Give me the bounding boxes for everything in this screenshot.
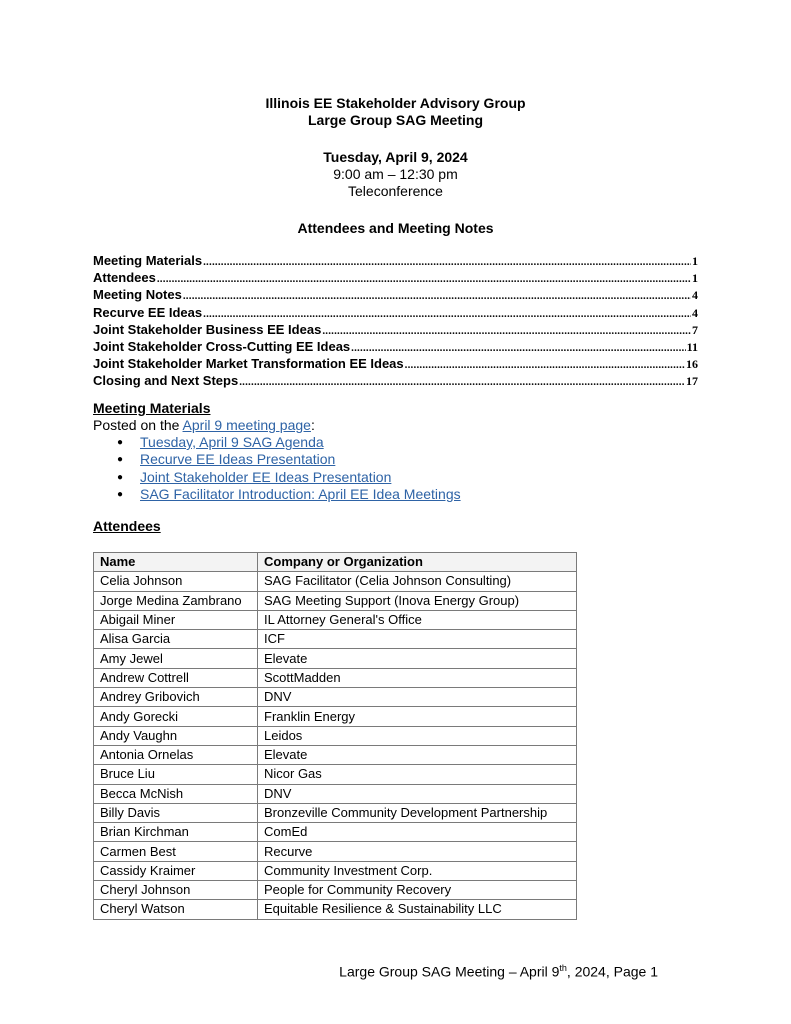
toc-entry-page: 4 [692,288,698,303]
toc-leader-dots [239,374,685,389]
bullet-icon: ● [117,454,124,466]
column-header-organization: Company or Organization [258,553,577,572]
attendee-organization: Bronzeville Community Development Partnership [258,803,577,822]
table-row [94,881,577,900]
toc-leader-dots [203,306,691,321]
attendee-name: Cheryl Watson [94,900,258,919]
materials-list-item [93,434,461,451]
bullet-icon: ● [117,488,124,500]
attendee-name: Becca McNish [94,784,258,803]
attendee-name: Antonia Ornelas [94,745,258,764]
column-header-name: Name [94,553,258,572]
material-link[interactable]: Tuesday, April 9 SAG Agenda [140,434,324,450]
material-link[interactable]: Recurve EE Ideas Presentation [140,451,336,468]
toc-entry-title: Joint Stakeholder Market Transformation EE Ideas [93,356,404,372]
attendee-name: Cheryl Johnson [94,881,258,900]
toc-entry[interactable] [93,286,698,303]
materials-list-item [93,469,461,486]
bullet-icon: ● [117,437,124,448]
table-row [94,668,577,687]
posted-prefix: Posted on the [93,417,183,433]
meeting-materials-heading: Meeting Materials [93,400,211,416]
attendee-organization: ScottMadden [258,668,577,687]
table-row [94,591,577,610]
posted-suffix: : [310,417,315,433]
attendees-table [93,552,577,920]
toc-leader-dots [405,357,685,372]
table-of-contents [93,252,698,390]
attendee-organization: Elevate [258,649,577,668]
toc-entry-title: Meeting Notes [93,287,182,303]
toc-leader-dots [203,254,691,269]
attendee-organization: Equitable Resilience & Sustainability LLC [258,900,577,919]
bullet-icon: ● [117,471,124,483]
attendee-name: Alisa Garcia [94,630,258,649]
toc-entry[interactable] [93,304,698,321]
meeting-details [0,149,791,200]
toc-leader-dots [351,340,686,355]
table-row [94,842,577,861]
posted-on-line [93,417,315,434]
materials-list [93,434,461,503]
toc-leader-dots [183,288,691,303]
toc-entry[interactable] [93,372,698,389]
attendee-organization: ICF [258,630,577,649]
org-title: Illinois EE Stakeholder Advisory Group [265,95,526,111]
toc-entry-title: Joint Stakeholder Business EE Ideas [93,321,322,337]
attendee-organization: Elevate [258,745,577,764]
materials-list-item [93,451,461,468]
table-row [94,688,577,707]
attendee-name: Carmen Best [94,842,258,861]
document-header [0,95,791,129]
attendee-name: Amy Jewel [94,649,258,668]
toc-entry-title: Closing and Next Steps [93,373,239,389]
meeting-title: Large Group SAG Meeting [307,112,483,128]
attendee-name: Brian Kirchman [94,823,258,842]
attendee-name: Abigail Miner [94,610,258,629]
table-row [94,861,577,880]
table-row [94,784,577,803]
material-link[interactable]: Joint Stakeholder EE Ideas Presentation [140,468,392,485]
meeting-date: Tuesday, April 9, 2024 [323,149,468,165]
toc-entry-page: 1 [692,271,698,286]
toc-entry-page: 11 [686,339,698,354]
attendee-organization: Nicor Gas [258,765,577,784]
attendee-organization: Leidos [258,726,577,745]
toc-entry-page: 4 [692,305,698,320]
meeting-page-link[interactable]: April 9 meeting page [182,417,311,433]
meeting-location: Teleconference [348,183,443,199]
attendee-name: Andrey Gribovich [94,688,258,707]
table-row [94,726,577,745]
toc-entry-title: Attendees [93,270,156,286]
table-row [94,823,577,842]
toc-entry[interactable] [93,338,698,355]
footer-prefix: Large Group SAG Meeting – April 9 [339,963,560,980]
footer-superscript: th [559,963,567,973]
attendee-name: Bruce Liu [94,765,258,784]
table-row [94,900,577,919]
toc-entry-title: Meeting Materials [93,253,203,268]
table-row [94,610,577,629]
table-row [94,803,577,822]
table-header-row [94,553,577,572]
toc-entry-page: 1 [692,254,698,268]
table-row [94,630,577,649]
attendee-name: Andrew Cottrell [94,668,258,687]
attendee-organization: SAG Meeting Support (Inova Energy Group) [258,591,577,610]
toc-entry[interactable] [93,269,698,286]
material-link[interactable]: SAG Facilitator Introduction: April EE Idea Meetings [140,485,461,502]
attendee-name: Cassidy Kraimer [94,861,258,880]
attendees-heading: Attendees [93,518,161,534]
attendee-organization: Franklin Energy [258,707,577,726]
toc-entry-page: 16 [686,357,698,372]
attendee-organization: Community Investment Corp. [258,861,577,880]
toc-entry-page: 7 [692,322,698,337]
attendee-organization: DNV [258,688,577,707]
attendee-organization: DNV [258,784,577,803]
attendee-name: Andy Vaughn [94,726,258,745]
table-row [94,649,577,668]
toc-leader-dots [157,271,691,286]
table-row [94,765,577,784]
footer-suffix: , 2024, Page 1 [566,963,658,980]
attendee-organization: IL Attorney General's Office [258,610,577,629]
toc-entry-title: Joint Stakeholder Cross-Cutting EE Ideas [93,338,351,354]
toc-entry-title: Recurve EE Ideas [93,304,203,320]
attendee-organization: Recurve [258,842,577,861]
toc-entry-page: 17 [686,374,698,389]
attendee-name: Jorge Medina Zambrano [94,591,258,610]
attendee-name: Andy Gorecki [94,707,258,726]
toc-entry[interactable] [93,321,698,338]
materials-list-item [93,486,461,503]
attendee-name: Celia Johnson [94,572,258,591]
table-row [94,707,577,726]
attendee-organization: SAG Facilitator (Celia Johnson Consulting) [258,572,577,591]
toc-entry[interactable] [93,355,698,372]
toc-entry[interactable] [93,252,698,269]
table-row [94,572,577,591]
attendee-name: Billy Davis [94,803,258,822]
toc-leader-dots [322,323,691,338]
page-footer [339,960,658,981]
meeting-time: 9:00 am – 12:30 pm [333,166,458,182]
table-row [94,745,577,764]
attendee-organization: ComEd [258,823,577,842]
document-subtitle: Attendees and Meeting Notes [297,220,494,236]
subtitle-block [0,220,791,237]
attendee-organization: People for Community Recovery [258,881,577,900]
